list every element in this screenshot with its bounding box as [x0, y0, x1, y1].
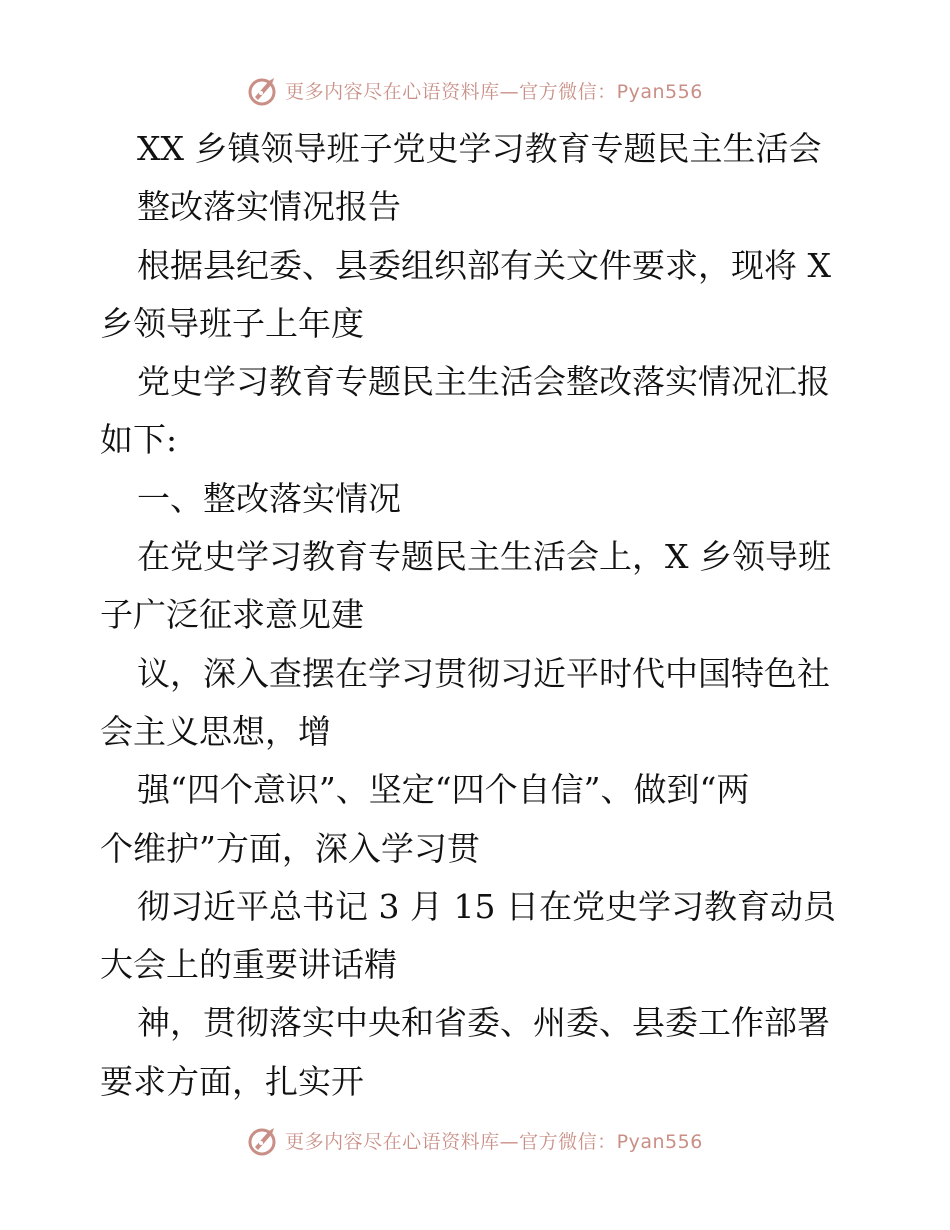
document-line: 个维护”方面，深入学习贯	[100, 828, 480, 868]
document-line: 根据县纪委、县委组织部有关文件要求，现将 X	[137, 245, 831, 285]
document-line: 在党史学习教育专题民主生活会上，X 乡领导班	[137, 537, 831, 577]
document-line: 大会上的重要讲话精	[100, 945, 397, 985]
document-line: 神，贯彻落实中央和省委、州委、县委工作部署	[137, 1003, 830, 1043]
watermark-footer	[0, 1122, 950, 1158]
document-line: 会主义思想，增	[100, 711, 331, 751]
document-line: 议，深入查摆在学习贯彻习近平时代中国特色社	[137, 653, 830, 693]
watermark-header	[0, 72, 950, 108]
document-line: 整改落实情况报告	[137, 187, 401, 227]
document-line: 党史学习教育专题民主生活会整改落实情况汇报	[137, 362, 830, 402]
document-line: 彻习近平总书记 3 月 15 日在党史学习教育动员	[137, 886, 836, 926]
document-line: 强“四个意识”、坚定“四个自信”、做到“两	[137, 770, 750, 810]
watermark-text: 更多内容尽在心语资料库—官方微信：Pyan556	[285, 80, 703, 103]
document-line: 如下:	[100, 420, 178, 460]
document-line: 子广泛征求意见建	[100, 595, 364, 635]
document-line: XX 乡镇领导班子党史学习教育专题民主生活会	[137, 129, 822, 168]
document-body	[100, 120, 860, 1111]
pen-nib-circle-icon	[247, 1123, 281, 1157]
document-line: 要求方面，扎实开	[100, 1061, 364, 1101]
pen-nib-circle-icon	[247, 73, 281, 107]
watermark-text: 更多内容尽在心语资料库—官方微信：Pyan556	[285, 1130, 703, 1153]
document-line: 乡领导班子上年度	[100, 303, 364, 343]
document-line: 一、整改落实情况	[137, 478, 401, 518]
